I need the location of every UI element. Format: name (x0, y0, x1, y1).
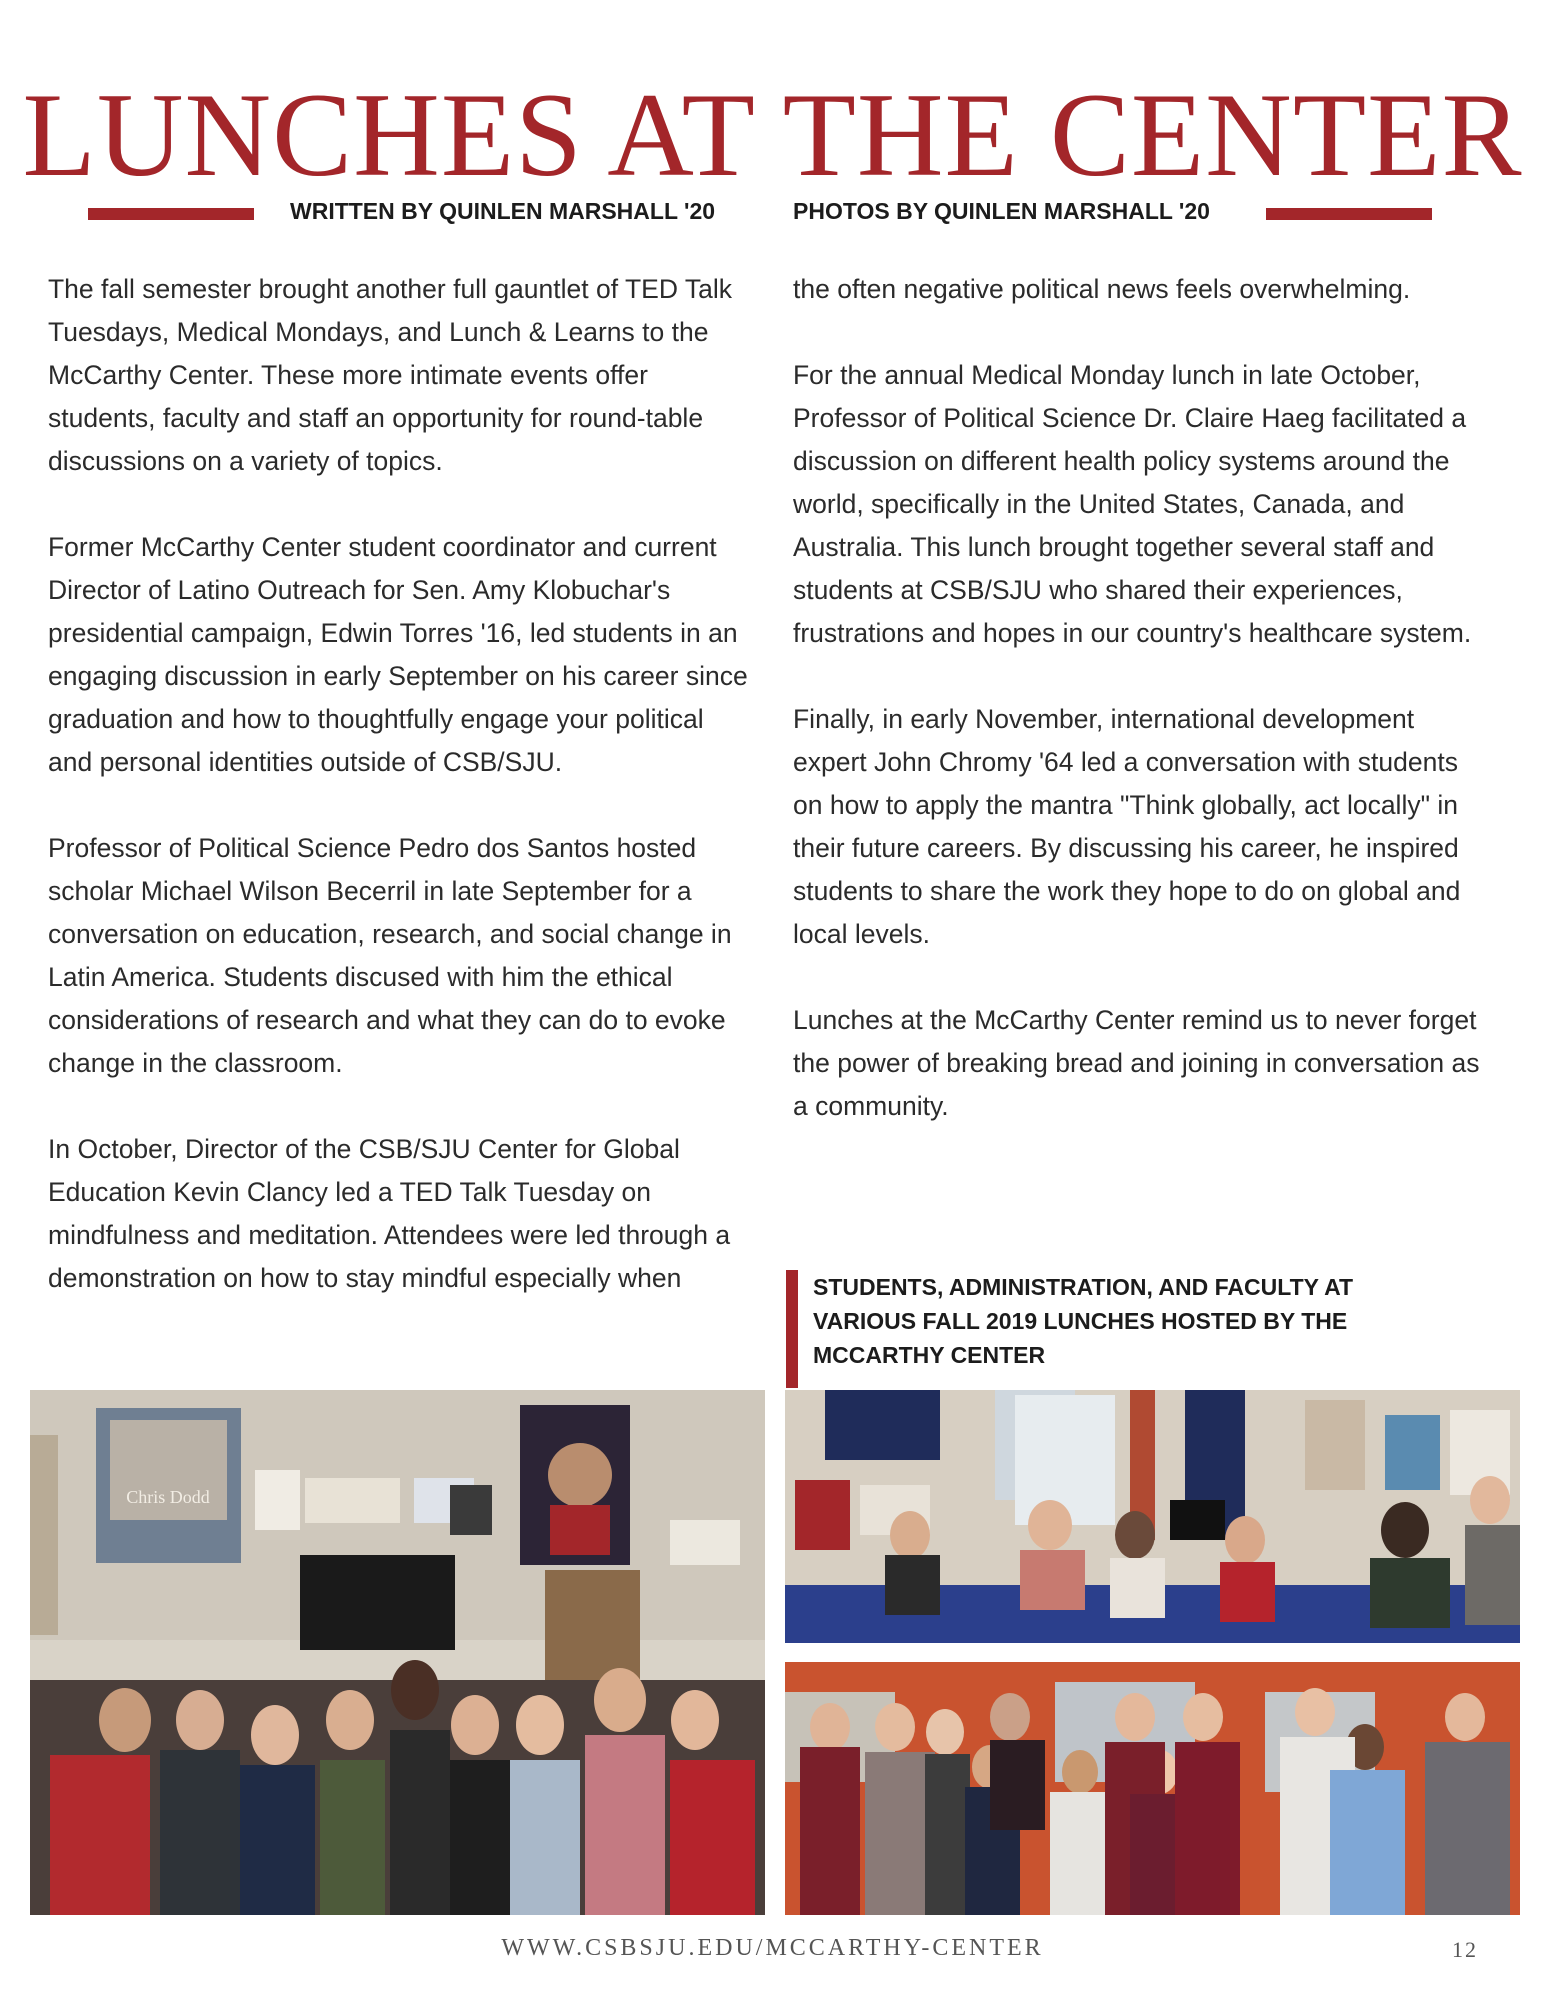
written-by-credit: WRITTEN BY QUINLEN MARSHALL '20 (290, 198, 716, 224)
paragraph: For the annual Medical Monday lunch in late October, Professor of Political Science Dr. Claire Haeg facilitated a discussion on different health policy systems around the world, specifically in the United States, Canada, and Australia. This lunch brought together several staff and students at CSB/SJU who shared their experiences, frustrations and hopes in our country's healthcare system. (793, 360, 1472, 648)
title-rule-left (88, 208, 254, 220)
photos-by-credit: PHOTOS BY QUINLEN MARSHALL '20 (793, 198, 1210, 224)
paragraph: Professor of Political Science Pedro dos Santos hosted scholar Michael Wilson Becerril in late September for a conversation on education, research, and social change in Latin America. Students discused with him the ethical considerations of research and what they can do to evoke change in the classroom. (48, 833, 732, 1078)
page-title: LUNCHES AT THE CENTER (22, 68, 1523, 201)
paragraph: Former McCarthy Center student coordinator and current Director of Latino Outreach for Sen. Amy Klobuchar's presidential campaign, Edwin Torres '16, led students in an engaging discussion in early September on his career since graduation and how to thoughtfully engage your political and personal identities outside of CSB/SJU. (48, 532, 748, 777)
footer-url: WWW.CSBSJU.EDU/MCCARTHY-CENTER (501, 1935, 1044, 1961)
group-photo-main (30, 1390, 765, 1915)
page-number: 12 (1452, 1937, 1478, 1962)
poster-chris-dodd: Chris Dodd (126, 1487, 210, 1507)
paragraph: Finally, in early November, international development expert John Chromy '64 led a conversation with students on how to apply the mantra "Think globally, act locally" in their future careers. By discussing his career, he inspired students to share the work they hope to do on global and local levels. (793, 704, 1461, 949)
photo-caption: STUDENTS, ADMINISTRATION, AND FACULTY AT VARIOUS FALL 2019 LUNCHES HOSTED BY THE MCCARTHY CENTER (813, 1274, 1354, 1368)
article-column-right (793, 268, 1483, 1128)
paragraph: The fall semester brought another full gauntlet of TED Talk Tuesdays, Medical Mondays, and Lunch & Learns to the McCarthy Center. These more intimate events offer students, faculty and staff an opportunity for round-table discussions on a variety of topics. (48, 274, 732, 476)
caption-accent-bar (786, 1270, 798, 1388)
article-column-left (48, 268, 754, 1300)
title-rule-right (1266, 208, 1432, 220)
paragraph: Lunches at the McCarthy Center remind us to never forget the power of breaking bread and joining in conversation as a community. (793, 1005, 1480, 1121)
paragraph: In October, Director of the CSB/SJU Center for Global Education Kevin Clancy led a TED Talk Tuesday on mindfulness and meditation. Attendees were led through a demonstration on how to stay mindful especially when (48, 1134, 731, 1293)
group-photo-orange-wall (785, 1662, 1520, 1915)
lunch-photo-table (785, 1390, 1520, 1643)
paragraph: the often negative political news feels overwhelming. (793, 274, 1411, 304)
